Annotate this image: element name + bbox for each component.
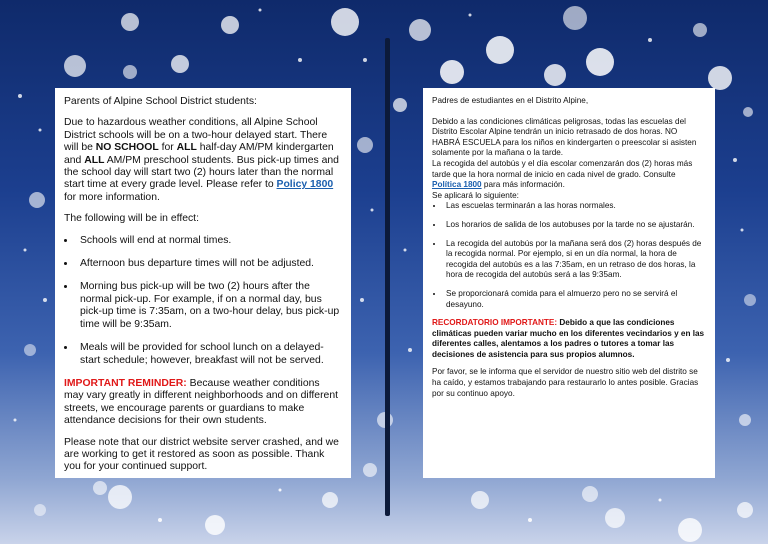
center-divider [385, 38, 390, 516]
list-item: • Meals will be provided for school lunch on a delayed-start schedule; however, breakfast will not be served. [76, 342, 342, 367]
reminder-label: IMPORTANT REMINDER: [64, 377, 187, 389]
spanish-bus-info: La recogida del autobús y el día escolar comenzarán dos (2) horas más tarde que la hora normal de inicio en cada nivel de grado. Consulte Política 1800 para más información. [432, 158, 693, 190]
list-item: • Morning bus pick-up will be two (2) hours after the normal pick-up. For example, if on a normal day, bus pick-up time is 7:35am, on a two-hour delay, bus pick-up time will be 9:35am. [76, 281, 342, 331]
spanish-notice-panel [423, 88, 715, 478]
english-closing: Please note that our district website server crashed, and we are working to get it restored as soon as possible. Thank you for your continued support. [64, 436, 339, 473]
list-item: • Las escuelas terminarán a las horas normales. [444, 201, 706, 212]
list-item: • Schools will end at normal times. [76, 235, 342, 247]
english-list [64, 235, 342, 367]
list-item: • Se proporcionará comida para el almuerzo pero no se servirá el desayuno. [444, 289, 706, 310]
english-greeting: Parents of Alpine School District students: [64, 96, 257, 107]
english-following: The following will be in effect: [64, 213, 199, 225]
spanish-intro: Debido a las condiciones climáticas peligrosas, todas las escuelas del Distrito Escolar Alpine tendrán un inicio retrasado de dos horas. NO HABRÁ ESCUELA para los niños en kindergarten o preescolar si asisten solamente por la mañana o la tarde. [432, 116, 697, 158]
english-notice-panel [55, 88, 351, 478]
reminder-label: RECORDATORIO IMPORTANTE: [432, 318, 558, 328]
policy-1800-link[interactable]: Policy 1800 [276, 179, 334, 191]
list-item: • La recogida del autobús por la mañana será dos (2) horas después de la recogida normal. Por ejemplo, si en un día normal, la hora de recogida del autobús es a las 7:35am, en un retraso de dos horas, la hora de recogida del autobús será a las 9:35am. [444, 239, 706, 281]
list-item: • Los horarios de salida de los autobuses por la tarde no se ajustarán. [444, 220, 706, 231]
politica-1800-link[interactable]: Política 1800 [432, 180, 482, 190]
english-intro: Due to hazardous weather conditions, all Alpine School District schools will be on a two-hour delayed start. There will be NO SCHOOL for ALL half-day AM/PM kindergarten and ALL AM/PM preschool students. Bus pick-up times and the school day will start two (2) hours later than the normal start time at every grade level. Please refer to Policy 1800 for more information. [64, 117, 339, 203]
spanish-following: Se aplicará lo siguiente: [432, 190, 519, 200]
list-item: • Afternoon bus departure times will not be adjusted. [76, 258, 342, 270]
spanish-reminder: RECORDATORIO IMPORTANTE: Debido a que las condiciones climáticas pueden variar mucho en los diferentes vecindarios y en las diferentes calles, alentamos a los padres o tutores a tomar las decisiones de asistencia para sus propios alumnos. [432, 318, 705, 359]
english-reminder: IMPORTANT REMINDER: Because weather conditions may vary greatly in different neighborhoods and on different streets, we encourage parents or guardians to make attendance decisions for their own students. [64, 377, 338, 427]
spanish-closing: Por favor, se le informa que el servidor de nuestro sitio web del distrito se ha caído, y estamos trabajando para restaurarlo lo antes posible. Gracias por su continuo apoyo. [432, 367, 699, 398]
spanish-list [432, 201, 706, 310]
spanish-greeting: Padres de estudiantes en el Distrito Alpine, [432, 96, 589, 105]
